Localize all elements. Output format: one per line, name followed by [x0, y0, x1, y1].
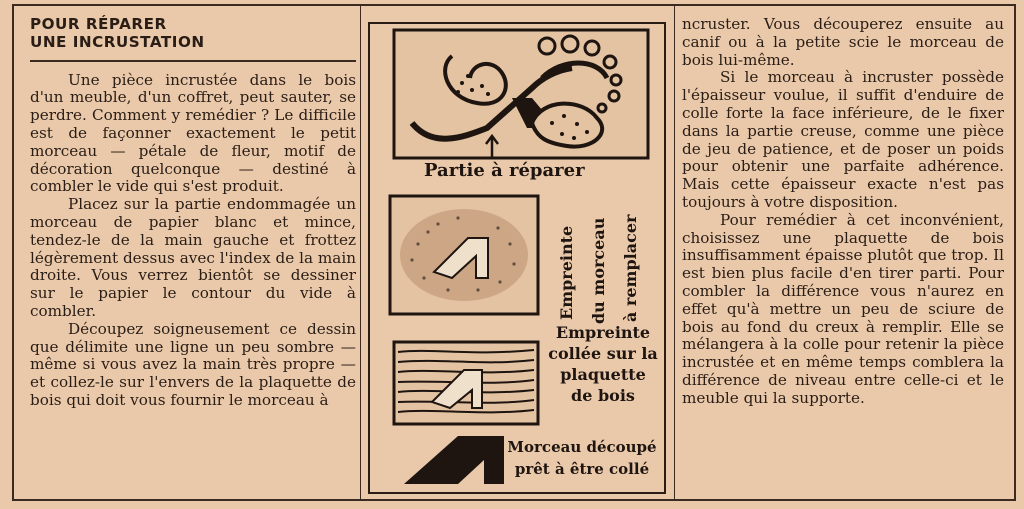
left-paragraph: Découpez soigneusement ce dessin que délimite une ligne un peu sombre — même si vous avez la main très propre — et collez-le sur l'envers de la plaquette de bois qui doit vous fournir le morceau à: [30, 319, 356, 409]
right-column: [682, 16, 1004, 408]
caption-partie-a-reparer: Partie à réparer: [424, 160, 585, 181]
right-paragraph: ncruster. Vous découperez ensuite au canif ou à la petite scie le morceau de bois lui-même.: [682, 15, 1004, 69]
left-paragraph: Une pièce incrustée dans le bois d'un meuble, d'un coffret, peut sauter, se perdre. Comment y remédier ? Le difficile est de façonner exactement le petit morceau — pétale de fleur, motif de décoration quelconque — destiné à combler le vide qui s'est produit.: [30, 70, 356, 196]
paper-rubbing-drawing: [388, 194, 540, 316]
cut-piece-drawing: [400, 432, 510, 488]
left-column: [30, 16, 356, 410]
wood-board-drawing: [392, 340, 540, 426]
caption-colle-line1: Empreinte: [555, 323, 651, 342]
caption-morceau-decoupe: [500, 436, 664, 480]
damaged-inlay-drawing: [392, 28, 650, 160]
caption-colle-line4: de bois: [571, 386, 635, 405]
right-paragraph: Pour remédier à cet inconvénient, choisissez une plaquette de bois insuffisamment épaisse plutôt que trop. Il est bien plus facile d'en tirer parti. Pour combler la différence vous n'aurez en effet qu'à mettre un peu de sciure de bois au fond du creux à remplir. Elle se mélangera à la colle pour retenir la pièce incrustée et en même temps comblera la différence de niveau entre celle-ci et le meuble qui la supporte.: [682, 210, 1004, 407]
caption-empreinte-line1: Empreinte: [557, 225, 576, 320]
caption-morceau-line1: Morceau découpé: [507, 438, 657, 456]
article-title-line1: POUR RÉPARER: [30, 15, 167, 33]
title-rule: [30, 60, 356, 62]
caption-empreinte-line2: du morceau: [589, 217, 608, 324]
article-title-line2: UNE INCRUSTATION: [30, 32, 205, 51]
left-paragraph: Placez sur la partie endommagée un morceau de papier blanc et mince, tendez-le de la main gauche et frottez légèrement dessus avec l'index de la main droite. Vous verrez bientôt se dessiner sur le papier le contour du vide à combler.: [30, 195, 356, 320]
caption-empreinte-line3: à remplacer: [621, 214, 640, 322]
right-paragraph: Si le morceau à incruster possède l'épaisseur voulue, il suffit d'enduire de colle forte la face inférieure, de le fixer dans la partie creuse, comme une pièce de jeu de patience, et de poser un poids pour obtenir une parfaite adhérence. Mais cette épaisseur exacte n'est pas toujours à votre disposition.: [682, 68, 1004, 211]
column-separator-left: [360, 6, 361, 500]
caption-morceau-line2: prêt à être collé: [514, 460, 650, 478]
vertical-caption-empreinte: [546, 194, 656, 324]
illustration-panel: [368, 22, 666, 494]
column-separator-right: [674, 6, 675, 500]
caption-colle-plaquette: [544, 322, 662, 406]
caption-colle-line2: collée sur la: [548, 344, 658, 363]
caption-colle-line3: plaquette: [560, 365, 646, 384]
